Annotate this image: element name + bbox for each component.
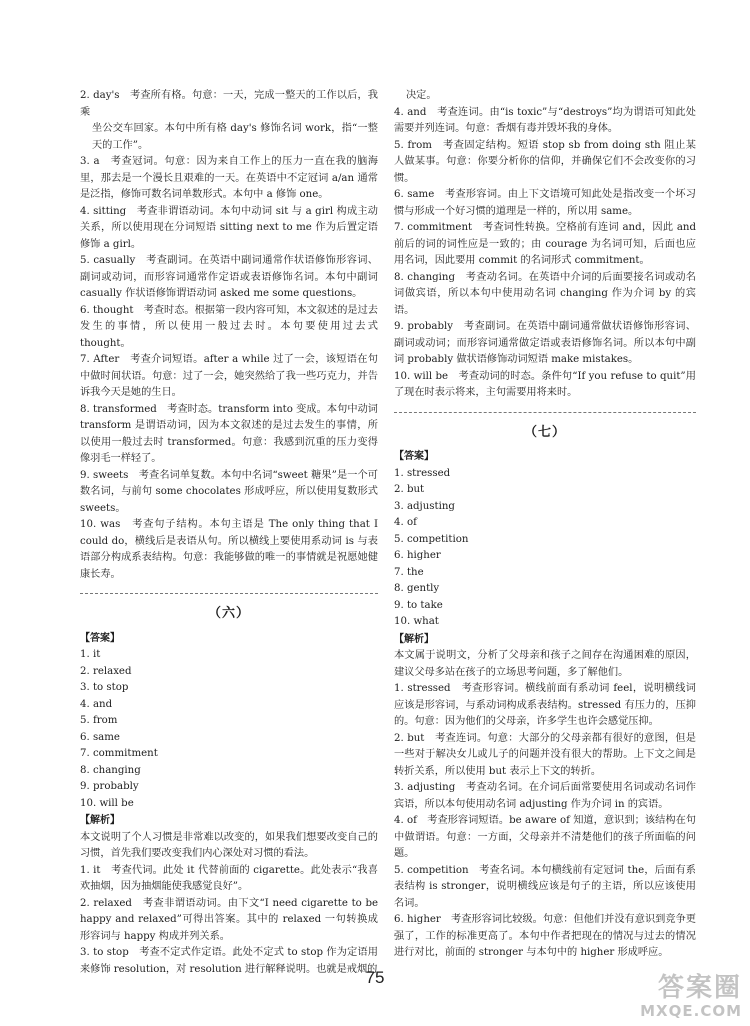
answer-item: 5. from (80, 715, 118, 726)
analysis-item: 1. stressed 考查形容词。横线前面有系动词 feel，说明横线词应该是形容词，与系动词构成系表结构。stressed 有压力的，压抑的。句意：因为他们的父母亲，许多学生也许会感觉压抑。 (394, 683, 696, 727)
analysis-item: 2. relaxed 考查非谓语动词。由下文“I need cigarette to be happy and relaxed”可得出答案。其中的 relaxed 一句转换成形容词与 happy 构成并列关系。 (80, 897, 378, 942)
section-divider (80, 593, 378, 594)
watermark-line1: 答案圈 (657, 973, 742, 1003)
analysis-item: 3. to stop 考查不定式作定语。此处不定式 to stop 作为定语用来修饰 resolution，对 resolution 进行解释说明。也就是戒烟的 (80, 947, 378, 975)
left-prev-item: 7. After 考查介词短语。after a while 过了一会，该短语在句中做时间状语。句意：过了一会，她突然给了我一些巧克力，并告诉我今天是她的生日。 (80, 354, 378, 398)
section-title-seven: （七） (523, 424, 566, 440)
answer-item: 3. adjusting (394, 500, 455, 512)
left-prev-item: 4. sitting 考查非谓语动词。本句中动词 sit 与 a girl 构成主动关系，所以使用现在分词短语 sitting next to me 作为后置定语修饰 a girl。 (80, 205, 378, 250)
analysis-item: 4. of 考查形容词短语。be aware of 知道，意识到；该结构在句中做谓语。句意：一方面，父母亲并不清楚他们的孩子所面临的问题。 (394, 815, 696, 859)
analysis-item: 本文说明了个人习惯是非常难以改变的，如果我们想要改变自己的习惯，首先我们要改变我们内心深处对习惯的看法。 (80, 831, 378, 859)
right-prev-item: 6. same 考查形容词。由上下文语境可知此处是指改变一个坏习惯与形成一个好习惯的道理是一样的，所以用 same。 (394, 189, 696, 217)
answer-item: 4. of (394, 517, 417, 528)
answer-list (394, 466, 696, 631)
answer-item: 1. it (80, 649, 101, 660)
watermark-line2: MXQE.COM (640, 1002, 742, 1020)
right-prev-list (394, 88, 696, 402)
answer-item: 4. and (80, 698, 113, 710)
left-prev-item: 5. casually 考查副词。在英语中副词通常作状语修饰形容词、副词或动词，而形容词通常作定语或表语修饰名词。本句中副词 casually 作状语修饰谓语动词 asked me some questions。 (80, 255, 378, 299)
analysis-item: 5. competition 考查名词。本句横线前有定冠词 the，后面有系表结构 is stronger，说明横线应该是句子的主语，所以应该使用名词。 (394, 864, 696, 909)
analysis-item: 6. higher 考查形容词比较级。句意：但他们并没有意识到竞争更强了，工作的标准更高了。本句中作者把现在的情况与过去的情况进行对比，前面的 stronger 与本句中的 higher 形成呼应。 (394, 914, 696, 958)
answer-item: 10. what (394, 616, 439, 627)
answer-tag: 【答案】 (80, 632, 120, 644)
right-prev-item: 4. and 考查连词。由“is toxic”与“destroys”均为谓语可知此处需要并列连词。句意：香烟有毒并毁坏我的身体。 (394, 106, 696, 134)
answer-list (80, 647, 378, 812)
answer-item: 6. same (80, 731, 120, 743)
answer-item: 7. commitment (80, 748, 158, 759)
watermark-logo (602, 974, 742, 1020)
answer-item: 5. competition (394, 533, 469, 545)
section-title-six: （六） (207, 606, 250, 621)
analysis-list (80, 830, 378, 979)
answer-item: 6. higher (394, 550, 441, 561)
right-prev-item: 决定。 (406, 90, 437, 101)
right-prev-item: 7. commitment 考查词性转换。空格前有连词 and，因此 and 前后的词的词性应是一致的；由 courage 为名词可知，后面也应用名词，因此要用 commit 的名词形式 commitment。 (394, 222, 696, 266)
analysis-item: 3. adjusting 考查动名词。在介词后面常要使用名词或动名词作宾语，所以本句使用动名词 adjusting 作为介词 in 的宾语。 (394, 782, 696, 810)
section-divider (394, 412, 696, 413)
answer-item: 2. but (394, 484, 425, 495)
analysis-item: 2. but 考查连词。句意：大部分的父母亲都有很好的意图，但是一些对于解决女儿或儿子的问题并没有很大的帮助。上下文之间是转折关系，所以使用 but 表示上下文的转折。 (394, 732, 696, 777)
answer-item: 1. stressed (394, 467, 451, 479)
answer-item: 9. probably (80, 781, 139, 792)
answer-tag: 【答案】 (394, 451, 434, 462)
right-prev-item: 10. will be 考查动词的时态。条件句“If you refuse to quit”用了现在时表示将来，主句需要用将来时。 (394, 370, 696, 398)
right-prev-item: 9. probably 考查副词。在英语中副词通常做状语修饰形容词、副词或动词；而形容词通常做定语或表语修饰名词。所以本句中副词 probably 做状语修饰动词短语 make mistakes。 (394, 321, 696, 365)
analysis-tag: 【解析】 (394, 633, 434, 645)
left-prev-item: 8. transformed 考查时态。transform into 变成。本句中动词 transform 是谓语动词，因为本文叙述的是过去发生的事情，所以使用一般过去时 transformed。句意：我感到沉重的压力变得像羽毛一样轻了。 (80, 403, 378, 464)
left-prev-item: 9. sweets 考查名词单复数。本句中名词“sweet 糖果”是一个可数名词，与前句 some chocolates 形成呼应，所以使用复数形式 sweets。 (80, 469, 378, 514)
answer-item: 7. the (394, 566, 424, 578)
answer-item: 8. gently (394, 583, 440, 594)
analysis-item: 1. it 考查代词。此处 it 代替前面的 cigarette。此处表示“我喜欢抽烟，因为抽烟能使我感觉良好”。 (80, 864, 378, 892)
right-prev-item: 5. from 考查固定结构。短语 stop sb from doing sth 阻止某人做某事。句意：你要分析你的信仰，并确保它们不会改变你的习惯。 (394, 139, 696, 184)
answer-item: 3. to stop (80, 682, 129, 693)
left-prev-item: 3. a 考查冠词。句意：因为来自工作上的压力一直在我的脑海里，那去是一个漫长且艰难的一天。在英语中不定冠词 a/an 通常是泛指，修饰可数名词单数形式。本句中 a 修饰 one。 (80, 156, 378, 200)
answer-item: 8. changing (80, 764, 141, 776)
left-prev-item: 10. was 考查句子结构。本句主语是 The only thing that I could do，横线后是表语从句。所以横线上要使用系动词 is 与表语部分构成系表结构。句意：我能够做的唯一的事情就是祝愿她健康长寿。 (80, 519, 378, 580)
answer-item: 9. to take (394, 599, 443, 611)
left-prev-item: 坐公交车回家。本句中所有格 day's 修饰名词 work，指“一整天的工作”。 (92, 123, 378, 151)
answer-item: 2. relaxed (80, 665, 132, 677)
page-number: 75 (365, 968, 385, 987)
analysis-tag: 【解析】 (80, 815, 120, 826)
left-prev-list (80, 88, 378, 583)
analysis-list (394, 648, 696, 962)
left-prev-item: 2. day's 考查所有格。句意：一天，完成一整天的工作以后，我乘 (80, 90, 378, 118)
right-column (394, 88, 696, 962)
right-prev-item: 8. changing 考查动名词。在英语中介词的后面要接名词或动名词做宾语，所以本句中使用动名词 changing 作为介词 by 的宾语。 (394, 271, 696, 316)
left-prev-item: 6. thought 考查时态。根据第一段内容可知，本文叙述的是过去发生的事情，所以使用一般过去时。本句要使用过去式 thought。 (80, 304, 378, 349)
answer-item: 10. will be (80, 797, 134, 809)
analysis-item: 本文属于说明文，分析了父母亲和孩子之间存在沟通困难的原因，建议父母多站在孩子的立场思考问题，多了解他们。 (394, 650, 696, 678)
left-column (80, 88, 378, 978)
